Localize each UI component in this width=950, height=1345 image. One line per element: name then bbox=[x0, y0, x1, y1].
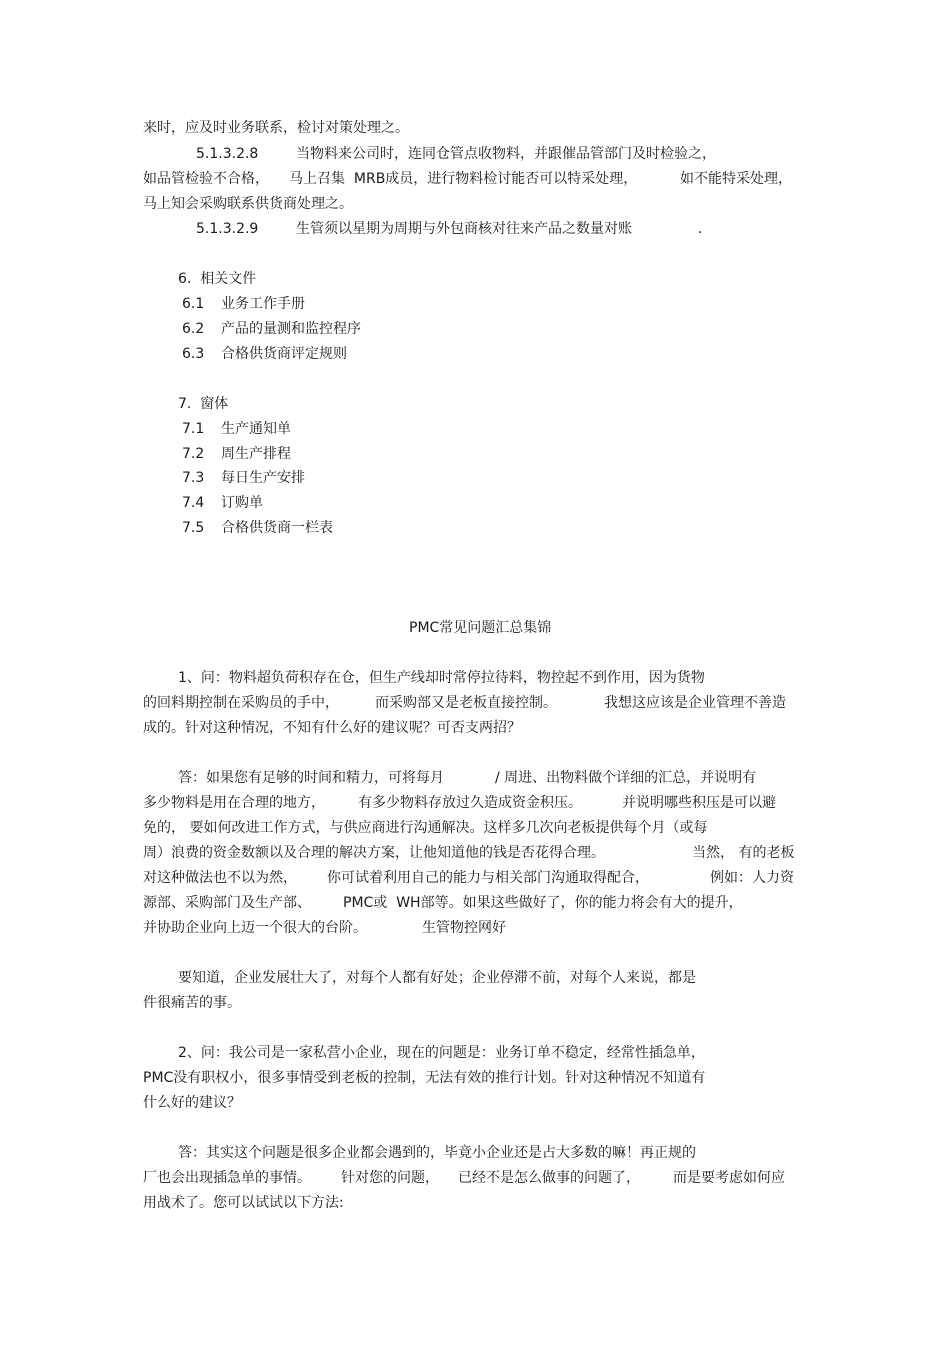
clause-text: 生管须以星期为周期与外包商核对往来产品之数量对账 bbox=[296, 221, 632, 237]
answer-line: / 周进、出物料做个详细的汇总，并说明有 bbox=[495, 770, 757, 786]
answer-line: 答：其实这个问题是很多企业都会遇到的，毕竟小企业还是占大多数的嘛！再正规的 bbox=[178, 1145, 696, 1161]
answer-line: 针对您的问题， bbox=[341, 1170, 439, 1186]
list-item: 订购单 bbox=[221, 495, 263, 511]
answer-line: 多少物料是用在合理的地方， bbox=[143, 795, 325, 811]
answer-line: PMC或 WH部等。如果这些做好了，你的能力将会有大的提升， bbox=[343, 895, 743, 911]
body-line: 要知道，企业发展壮大了，对每个人都有好处；企业停滞不前，对每个人来说，都是 bbox=[178, 970, 696, 986]
list-item-number: 6.2 bbox=[182, 321, 205, 337]
answer-line: 并协助企业向上迈一个很大的台阶。 bbox=[143, 920, 367, 936]
answer-line: 用战术了。您可以试试以下方法: bbox=[143, 1195, 344, 1211]
answer-line: 生管物控网好 bbox=[422, 920, 506, 936]
clause-text: . bbox=[698, 221, 703, 237]
list-item: 产品的量测和监控程序 bbox=[221, 321, 361, 337]
list-item: 每日生产安排 bbox=[221, 470, 305, 486]
section-heading: 7. 窗体 bbox=[178, 396, 229, 412]
answer-line: 厂也会出现插急单的事情。 bbox=[143, 1170, 311, 1186]
answer-line: 例如：人力资 bbox=[710, 870, 794, 886]
answer-line: 有多少物料存放过久造成资金积压。 bbox=[358, 795, 582, 811]
answer-line: 你可试着利用自己的能力与相关部门沟通取得配合， bbox=[327, 870, 649, 886]
answer-line: 源部、采购部门及生产部、 bbox=[143, 895, 311, 911]
answer-line: 答：如果您有足够的时间和精力，可将每月 bbox=[178, 770, 444, 786]
list-item: 合格供货商一栏表 bbox=[221, 520, 333, 536]
list-item-number: 6.3 bbox=[182, 346, 205, 362]
list-item-number: 7.2 bbox=[182, 446, 205, 462]
question-line: 2、问：我公司是一家私营小企业，现在的问题是：业务订单不稳定，经常性插急单， bbox=[178, 1045, 705, 1061]
section-heading: 6. 相关文件 bbox=[178, 271, 257, 287]
answer-line: 当然， 有的老板 bbox=[692, 845, 795, 861]
clause-text: 当物料来公司时，连同仓管点收物料，并跟催品管部门及时检验之， bbox=[296, 146, 716, 162]
list-item-number: 7.4 bbox=[182, 495, 205, 511]
question-line: 我想这应该是企业管理不善造 bbox=[604, 695, 786, 711]
list-item-number: 7.5 bbox=[182, 520, 205, 536]
answer-line: 对这种做法也不以为然， bbox=[143, 870, 297, 886]
question-line: 而采购部又是老板直接控制。 bbox=[375, 695, 557, 711]
answer-line: 已经不是怎么做事的问题了， bbox=[458, 1170, 640, 1186]
page-title: PMC常见问题汇总集锦 bbox=[409, 620, 552, 636]
answer-line: 周）浪费的资金数额以及合理的解决方案，让他知道他的钱是否花得合理。 bbox=[143, 845, 605, 861]
answer-line: 并说明哪些积压是可以避 bbox=[622, 795, 776, 811]
body-line: 如不能特采处理， bbox=[680, 171, 792, 187]
question-line: 的回料期控制在采购员的手中， bbox=[143, 695, 339, 711]
clause-number: 5.1.3.2.8 bbox=[196, 146, 259, 162]
list-item: 业务工作手册 bbox=[221, 296, 305, 312]
list-item: 周生产排程 bbox=[221, 446, 291, 462]
body-line: 来时，应及时业务联系，检讨对策处理之。 bbox=[143, 120, 409, 136]
list-item: 生产通知单 bbox=[221, 421, 291, 437]
answer-line: 免的， 要如何改进工作方式，与供应商进行沟通解决。这样多几次向老板提供每个月（或每 bbox=[143, 820, 708, 836]
body-line: 件很痛苦的事。 bbox=[143, 995, 241, 1011]
list-item: 合格供货商评定规则 bbox=[221, 346, 347, 362]
question-line: 什么好的建议？ bbox=[143, 1095, 241, 1111]
list-item-number: 7.3 bbox=[182, 470, 205, 486]
question-line: PMC没有职权小，很多事情受到老板的控制，无法有效的推行计划。针对这种情况不知道有 bbox=[143, 1070, 706, 1086]
body-line: 如品管检验不合格， bbox=[143, 171, 269, 187]
clause-number: 5.1.3.2.9 bbox=[196, 221, 259, 237]
answer-line: 而是要考虑如何应 bbox=[673, 1170, 785, 1186]
list-item-number: 6.1 bbox=[182, 296, 205, 312]
question-line: 成的。针对这种情况，不知有什么好的建议呢？可否支两招？ bbox=[143, 720, 521, 736]
body-line: 马上召集 MRB成员，进行物料检讨能否可以特采处理， bbox=[289, 171, 638, 187]
body-line: 马上知会采购联系供货商处理之。 bbox=[143, 196, 353, 212]
question-line: 1、问：物料超负荷积存在仓，但生产线却时常停拉待料，物控起不到作用，因为货物 bbox=[178, 670, 705, 686]
list-item-number: 7.1 bbox=[182, 421, 205, 437]
